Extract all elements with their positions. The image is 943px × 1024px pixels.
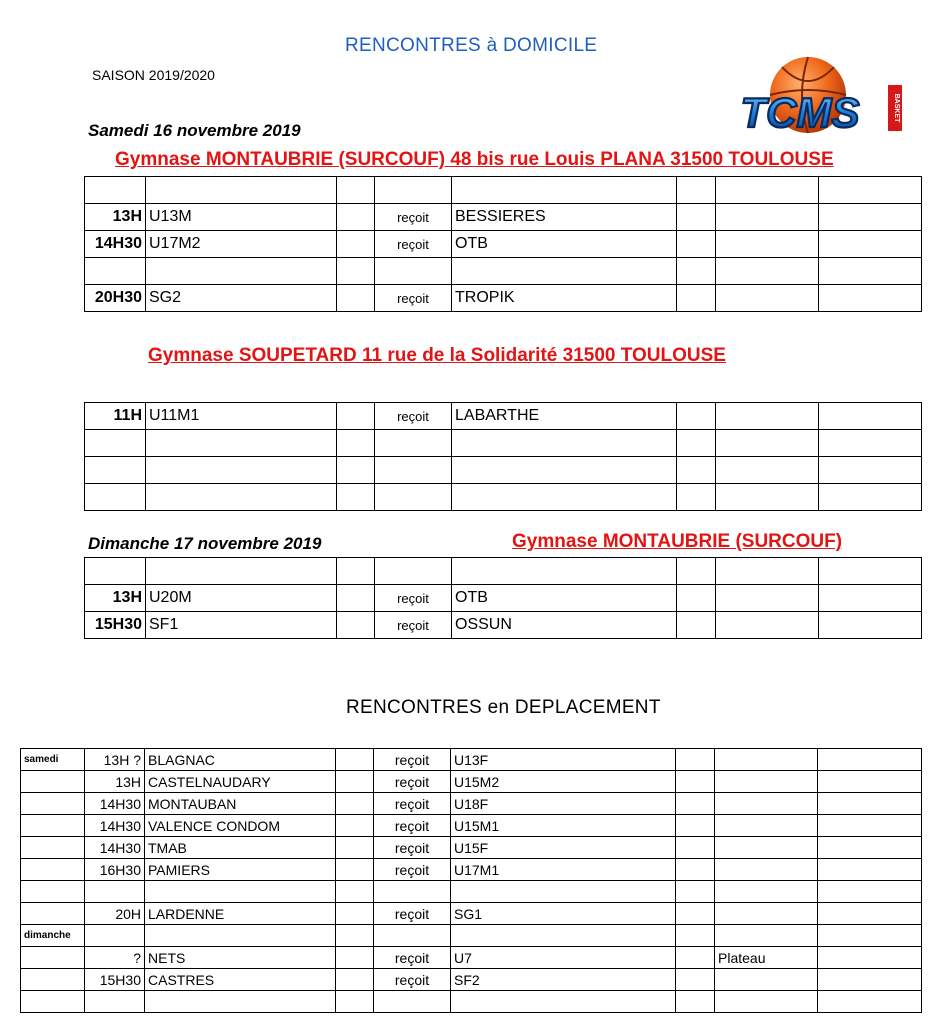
day-cell bbox=[21, 903, 85, 925]
match-time-cell: 14H30 bbox=[85, 231, 146, 258]
day-cell: dimanche bbox=[21, 925, 85, 947]
match-time-cell: 20H bbox=[85, 903, 145, 925]
match-time-cell: 13H bbox=[85, 585, 146, 612]
empty-cell bbox=[819, 558, 922, 585]
away-title: RENCONTRES en DEPLACEMENT bbox=[346, 697, 661, 718]
note-cell: Plateau bbox=[715, 947, 818, 969]
team-cell: U15M1 bbox=[451, 815, 676, 837]
note-cell bbox=[715, 969, 818, 991]
team-cell bbox=[146, 177, 337, 204]
table-row bbox=[85, 430, 922, 457]
empty-cell bbox=[716, 430, 819, 457]
day-cell: samedi bbox=[21, 749, 85, 771]
empty-cell bbox=[819, 177, 922, 204]
empty-cell bbox=[818, 859, 922, 881]
team-cell bbox=[146, 457, 337, 484]
away-table-body bbox=[21, 749, 922, 1013]
recoit-cell bbox=[375, 484, 452, 511]
recoit-cell: reçoit bbox=[375, 204, 452, 231]
team-cell bbox=[451, 881, 676, 903]
match-time-cell bbox=[85, 991, 145, 1013]
match-time-cell: 13H bbox=[85, 204, 146, 231]
recoit-cell: reçoit bbox=[374, 793, 451, 815]
empty-cell bbox=[677, 612, 716, 639]
match-time-cell: 11H bbox=[85, 403, 146, 430]
table-row bbox=[21, 837, 922, 859]
host-club-cell: VALENCE CONDOM bbox=[145, 815, 336, 837]
table-row bbox=[85, 558, 922, 585]
opponent-cell: OSSUN bbox=[452, 612, 677, 639]
match-time-cell bbox=[85, 258, 146, 285]
recoit-cell: reçoit bbox=[374, 947, 451, 969]
team-cell bbox=[451, 925, 676, 947]
empty-cell bbox=[818, 903, 922, 925]
empty-cell bbox=[819, 457, 922, 484]
table-row bbox=[21, 881, 922, 903]
empty-cell bbox=[677, 585, 716, 612]
team-cell: U15F bbox=[451, 837, 676, 859]
empty-cell bbox=[716, 558, 819, 585]
recoit-cell: reçoit bbox=[375, 403, 452, 430]
table-row bbox=[21, 925, 922, 947]
logo-text: TCMS bbox=[740, 89, 860, 135]
host-club-cell: TMAB bbox=[145, 837, 336, 859]
match-time-cell bbox=[85, 484, 146, 511]
recoit-cell bbox=[375, 558, 452, 585]
empty-cell bbox=[336, 749, 374, 771]
team-cell bbox=[146, 558, 337, 585]
recoit-cell: reçoit bbox=[375, 231, 452, 258]
empty-cell bbox=[818, 793, 922, 815]
empty-cell bbox=[716, 403, 819, 430]
recoit-cell: reçoit bbox=[374, 969, 451, 991]
note-cell bbox=[715, 815, 818, 837]
team-cell: SF1 bbox=[146, 612, 337, 639]
team-cell: U7 bbox=[451, 947, 676, 969]
host-club-cell: CASTRES bbox=[145, 969, 336, 991]
match-time-cell: 16H30 bbox=[85, 859, 145, 881]
team-cell: U13F bbox=[451, 749, 676, 771]
empty-cell bbox=[336, 903, 374, 925]
team-cell: U15M2 bbox=[451, 771, 676, 793]
opponent-cell bbox=[452, 177, 677, 204]
empty-cell bbox=[677, 484, 716, 511]
empty-cell bbox=[818, 947, 922, 969]
season-label: SAISON 2019/2020 bbox=[92, 67, 215, 83]
team-cell bbox=[146, 258, 337, 285]
match-time-cell bbox=[85, 430, 146, 457]
empty-cell bbox=[716, 204, 819, 231]
table-row bbox=[85, 285, 922, 312]
empty-cell bbox=[677, 430, 716, 457]
note-cell bbox=[715, 859, 818, 881]
empty-cell bbox=[676, 881, 715, 903]
recoit-cell bbox=[374, 881, 451, 903]
match-time-cell: 14H30 bbox=[85, 815, 145, 837]
day-cell bbox=[21, 969, 85, 991]
home-venue-2: Gymnase SOUPETARD 11 rue de la Solidarité 31500 TOULOUSE bbox=[148, 345, 726, 366]
empty-cell bbox=[337, 403, 375, 430]
recoit-cell bbox=[375, 430, 452, 457]
empty-cell bbox=[676, 925, 715, 947]
table-row bbox=[85, 403, 922, 430]
empty-cell bbox=[677, 285, 716, 312]
empty-cell bbox=[676, 771, 715, 793]
opponent-cell bbox=[452, 258, 677, 285]
opponent-cell bbox=[452, 484, 677, 511]
recoit-cell: reçoit bbox=[374, 859, 451, 881]
match-time-cell: 13H ? bbox=[85, 749, 145, 771]
home-table-2 bbox=[84, 402, 922, 511]
host-club-cell: PAMIERS bbox=[145, 859, 336, 881]
empty-cell bbox=[336, 815, 374, 837]
recoit-cell: reçoit bbox=[375, 585, 452, 612]
note-cell bbox=[715, 903, 818, 925]
table-row bbox=[21, 903, 922, 925]
empty-cell bbox=[716, 285, 819, 312]
opponent-cell bbox=[452, 558, 677, 585]
table-row bbox=[85, 612, 922, 639]
away-table bbox=[20, 748, 922, 1013]
team-cell: U17M1 bbox=[451, 859, 676, 881]
opponent-cell: OTB bbox=[452, 585, 677, 612]
empty-cell bbox=[336, 925, 374, 947]
home-venue-1: Gymnase MONTAUBRIE (SURCOUF) 48 bis rue Louis PLANA 31500 TOULOUSE bbox=[115, 149, 834, 170]
note-cell bbox=[715, 771, 818, 793]
match-time-cell bbox=[85, 558, 146, 585]
empty-cell bbox=[337, 612, 375, 639]
table-row bbox=[21, 749, 922, 771]
team-cell: U13M bbox=[146, 204, 337, 231]
empty-cell bbox=[818, 837, 922, 859]
empty-cell bbox=[677, 558, 716, 585]
host-club-cell: CASTELNAUDARY bbox=[145, 771, 336, 793]
empty-cell bbox=[337, 585, 375, 612]
match-time-cell bbox=[85, 881, 145, 903]
match-time-cell: 15H30 bbox=[85, 612, 146, 639]
match-time-cell: 14H30 bbox=[85, 837, 145, 859]
empty-cell bbox=[337, 285, 375, 312]
recoit-cell: reçoit bbox=[374, 903, 451, 925]
empty-cell bbox=[818, 969, 922, 991]
team-cell: U20M bbox=[146, 585, 337, 612]
recoit-cell bbox=[375, 258, 452, 285]
day-cell bbox=[21, 837, 85, 859]
empty-cell bbox=[819, 430, 922, 457]
empty-cell bbox=[676, 749, 715, 771]
note-cell bbox=[715, 837, 818, 859]
table-row bbox=[21, 793, 922, 815]
empty-cell bbox=[676, 947, 715, 969]
home-table-1 bbox=[84, 176, 922, 312]
empty-cell bbox=[819, 204, 922, 231]
empty-cell bbox=[819, 403, 922, 430]
empty-cell bbox=[819, 585, 922, 612]
recoit-cell: reçoit bbox=[374, 837, 451, 859]
match-time-cell: 13H bbox=[85, 771, 145, 793]
recoit-cell: reçoit bbox=[374, 749, 451, 771]
note-cell bbox=[715, 749, 818, 771]
opponent-cell bbox=[452, 430, 677, 457]
empty-cell bbox=[337, 484, 375, 511]
opponent-cell: LABARTHE bbox=[452, 403, 677, 430]
day-cell bbox=[21, 947, 85, 969]
empty-cell bbox=[818, 749, 922, 771]
page-title: RENCONTRES à DOMICILE bbox=[345, 35, 598, 56]
host-club-cell bbox=[145, 991, 336, 1013]
match-time-cell: 14H30 bbox=[85, 793, 145, 815]
match-time-cell: 20H30 bbox=[85, 285, 146, 312]
empty-cell bbox=[818, 815, 922, 837]
home-table-2-body bbox=[85, 403, 922, 511]
home-table-1-body bbox=[85, 177, 922, 312]
empty-cell bbox=[336, 859, 374, 881]
home-day1-date: Samedi 16 novembre 2019 bbox=[88, 121, 301, 140]
empty-cell bbox=[676, 903, 715, 925]
empty-cell bbox=[337, 457, 375, 484]
empty-cell bbox=[676, 837, 715, 859]
empty-cell bbox=[336, 969, 374, 991]
empty-cell bbox=[818, 881, 922, 903]
empty-cell bbox=[676, 815, 715, 837]
recoit-cell: reçoit bbox=[375, 612, 452, 639]
host-club-cell: BLAGNAC bbox=[145, 749, 336, 771]
table-row bbox=[85, 231, 922, 258]
note-cell bbox=[715, 881, 818, 903]
recoit-cell bbox=[374, 925, 451, 947]
host-club-cell: MONTAUBAN bbox=[145, 793, 336, 815]
empty-cell bbox=[337, 204, 375, 231]
day-cell bbox=[21, 815, 85, 837]
table-row bbox=[85, 177, 922, 204]
empty-cell bbox=[336, 837, 374, 859]
empty-cell bbox=[716, 258, 819, 285]
recoit-cell bbox=[375, 457, 452, 484]
empty-cell bbox=[337, 430, 375, 457]
opponent-cell bbox=[452, 457, 677, 484]
opponent-cell: TROPIK bbox=[452, 285, 677, 312]
table-row bbox=[85, 204, 922, 231]
note-cell bbox=[715, 991, 818, 1013]
team-cell bbox=[451, 991, 676, 1013]
home-table-3-body bbox=[85, 558, 922, 639]
day-cell bbox=[21, 771, 85, 793]
recoit-cell bbox=[375, 177, 452, 204]
empty-cell bbox=[677, 403, 716, 430]
tcms-basket-logo bbox=[708, 55, 913, 135]
host-club-cell bbox=[145, 881, 336, 903]
host-club-cell bbox=[145, 925, 336, 947]
team-cell: U18F bbox=[451, 793, 676, 815]
empty-cell bbox=[716, 457, 819, 484]
match-time-cell: 15H30 bbox=[85, 969, 145, 991]
team-cell: U11M1 bbox=[146, 403, 337, 430]
day-cell bbox=[21, 991, 85, 1013]
empty-cell bbox=[677, 457, 716, 484]
empty-cell bbox=[716, 177, 819, 204]
empty-cell bbox=[336, 991, 374, 1013]
empty-cell bbox=[337, 177, 375, 204]
empty-cell bbox=[676, 969, 715, 991]
note-cell bbox=[715, 793, 818, 815]
empty-cell bbox=[676, 991, 715, 1013]
empty-cell bbox=[818, 771, 922, 793]
empty-cell bbox=[819, 258, 922, 285]
empty-cell bbox=[818, 925, 922, 947]
opponent-cell: BESSIERES bbox=[452, 204, 677, 231]
recoit-cell bbox=[374, 991, 451, 1013]
table-row bbox=[21, 859, 922, 881]
match-time-cell: ? bbox=[85, 947, 145, 969]
day-cell bbox=[21, 793, 85, 815]
note-cell bbox=[715, 925, 818, 947]
day-cell bbox=[21, 881, 85, 903]
empty-cell bbox=[819, 612, 922, 639]
empty-cell bbox=[677, 204, 716, 231]
empty-cell bbox=[716, 231, 819, 258]
day-cell bbox=[21, 859, 85, 881]
host-club-cell: LARDENNE bbox=[145, 903, 336, 925]
home-table-3 bbox=[84, 557, 922, 639]
table-row bbox=[85, 258, 922, 285]
recoit-cell: reçoit bbox=[375, 285, 452, 312]
empty-cell bbox=[337, 558, 375, 585]
empty-cell bbox=[819, 231, 922, 258]
team-cell: U17M2 bbox=[146, 231, 337, 258]
table-row bbox=[21, 771, 922, 793]
empty-cell bbox=[336, 947, 374, 969]
table-row bbox=[85, 457, 922, 484]
home-venue-3: Gymnase MONTAUBRIE (SURCOUF) bbox=[512, 531, 843, 552]
match-time-cell bbox=[85, 177, 146, 204]
empty-cell bbox=[336, 793, 374, 815]
empty-cell bbox=[677, 231, 716, 258]
match-time-cell bbox=[85, 925, 145, 947]
logo-side-text: BASKET bbox=[893, 93, 900, 123]
recoit-cell: reçoit bbox=[374, 815, 451, 837]
empty-cell bbox=[337, 231, 375, 258]
table-row bbox=[21, 969, 922, 991]
empty-cell bbox=[716, 585, 819, 612]
empty-cell bbox=[677, 177, 716, 204]
empty-cell bbox=[676, 859, 715, 881]
home-day2-date: Dimanche 17 novembre 2019 bbox=[88, 534, 322, 553]
recoit-cell: reçoit bbox=[374, 771, 451, 793]
empty-cell bbox=[336, 771, 374, 793]
team-cell: SG1 bbox=[451, 903, 676, 925]
team-cell: SG2 bbox=[146, 285, 337, 312]
opponent-cell: OTB bbox=[452, 231, 677, 258]
table-row bbox=[21, 815, 922, 837]
empty-cell bbox=[677, 258, 716, 285]
empty-cell bbox=[819, 285, 922, 312]
empty-cell bbox=[819, 484, 922, 511]
empty-cell bbox=[716, 612, 819, 639]
empty-cell bbox=[676, 793, 715, 815]
empty-cell bbox=[716, 484, 819, 511]
team-cell: SF2 bbox=[451, 969, 676, 991]
host-club-cell: NETS bbox=[145, 947, 336, 969]
team-cell bbox=[146, 430, 337, 457]
table-row bbox=[85, 484, 922, 511]
table-row bbox=[21, 947, 922, 969]
team-cell bbox=[146, 484, 337, 511]
empty-cell bbox=[336, 881, 374, 903]
table-row bbox=[21, 991, 922, 1013]
empty-cell bbox=[818, 991, 922, 1013]
match-time-cell bbox=[85, 457, 146, 484]
table-row bbox=[85, 585, 922, 612]
empty-cell bbox=[337, 258, 375, 285]
